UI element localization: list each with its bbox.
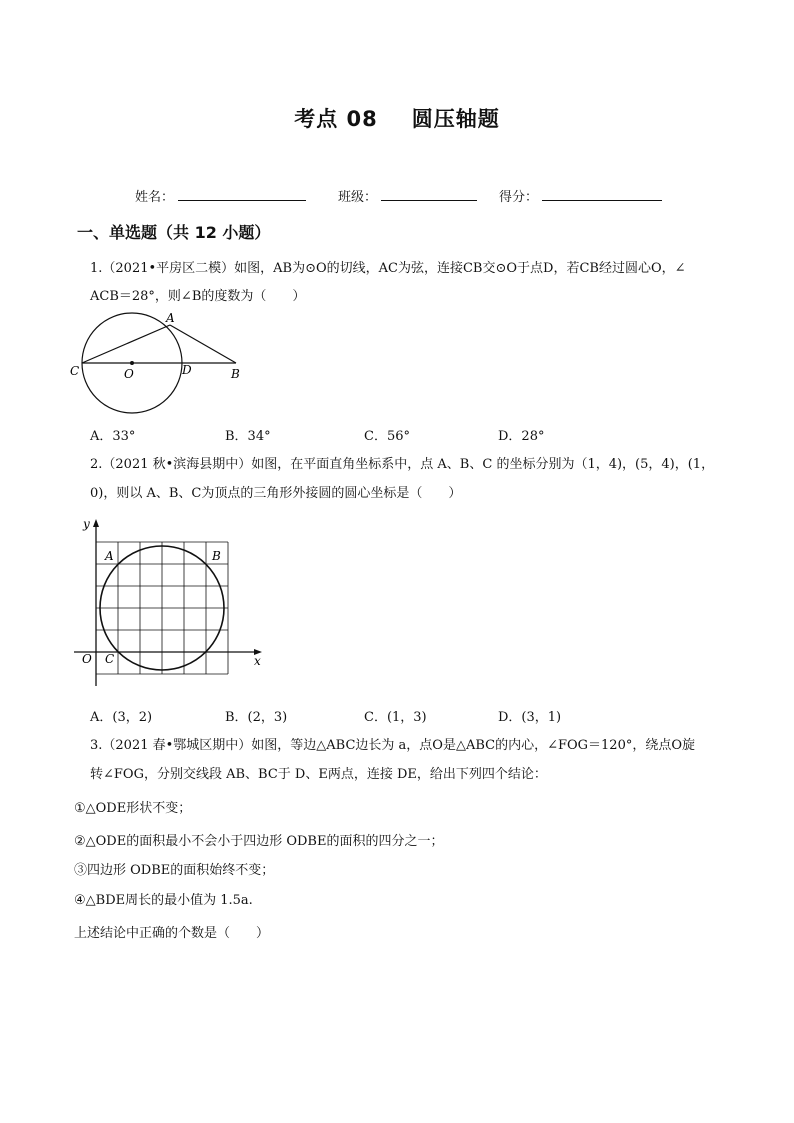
q2-line1: 2.（2021 秋•滨海县期中）如图，在平面直角坐标系中，点 A、B、C 的坐标分别为（1，4)，(5，4)，(1，: [90, 457, 715, 472]
q2-y-arrow: [93, 519, 99, 527]
title-name: 圆压轴题: [411, 107, 500, 131]
q3-conclusion-1: ①△ODE形状不变；: [74, 801, 192, 816]
class-blank[interactable]: [381, 188, 477, 201]
q1-label-b: B: [231, 367, 240, 381]
q3-conclusion-2: ②△ODE的面积最小不会小于四边形 ODBE的面积的四分之一；: [74, 834, 444, 849]
class-label: 班级：: [338, 190, 378, 205]
name-field[interactable]: [135, 186, 306, 205]
q2-figure: [74, 510, 270, 690]
q1-option-b[interactable]: B．34°: [225, 429, 271, 444]
q1-option-a[interactable]: A．33°: [90, 429, 136, 444]
score-label: 得分：: [499, 190, 539, 205]
q2-label-a: A: [105, 549, 114, 563]
q1-line-ca: [82, 325, 170, 363]
q2-line2: 0)，则以 A、B、C为顶点的三角形外接圆的圆心坐标是（ ）: [90, 486, 462, 501]
q2-option-d[interactable]: D．(3，1): [498, 710, 562, 725]
page-title: [0, 103, 794, 133]
q3-conclusion-3: ③四边形 ODBE的面积始终不变；: [74, 863, 275, 878]
q2-label-c: C: [105, 652, 115, 666]
q1-label-d: D: [182, 363, 192, 377]
q3-conclusion-4: ④△BDE周长的最小值为 1.5a.: [74, 893, 253, 908]
q3-question: 上述结论中正确的个数是（ ）: [74, 926, 270, 941]
score-field[interactable]: [499, 186, 662, 205]
q3-line1: 3.（2021 春•鄂城区期中）如图，等边△ABC边长为 a，点O是△ABC的内心，∠FOG＝120°，绕点O旋: [90, 738, 696, 753]
q1-label-c: C: [70, 364, 80, 378]
title-code: 考点 08: [294, 107, 378, 131]
score-blank[interactable]: [542, 188, 662, 201]
q2-grid: [96, 542, 228, 674]
q1-option-c[interactable]: C．56°: [364, 429, 410, 444]
q1-label-a: A: [166, 311, 175, 325]
q1-center-dot: [130, 361, 134, 365]
q1-line2: ACB＝28°，则∠B的度数为（ ）: [90, 289, 306, 304]
q1-line-ab: [170, 325, 236, 363]
q2-option-b[interactable]: B．(2，3): [225, 710, 288, 725]
q2-option-c[interactable]: C．(1，3): [364, 710, 427, 725]
q2-label-o: O: [82, 652, 92, 666]
q2-label-x: x: [254, 654, 261, 668]
q1-figure: [66, 308, 256, 420]
name-label: 姓名：: [135, 190, 175, 205]
q2-option-a[interactable]: A．(3，2): [90, 710, 153, 725]
q3-line2: 转∠FOG，分别交线段 AB、BC于 D、E两点，连接 DE，给出下列四个结论：: [90, 767, 547, 782]
name-blank[interactable]: [178, 188, 306, 201]
q1-line1: 1.（2021•平房区二模）如图，AB为⊙O的切线，AC为弦，连接CB交⊙O于点D，若CB经过圆心O，∠: [90, 261, 686, 276]
class-field[interactable]: [338, 186, 477, 205]
section-heading: 一、单选题（共 12 小题）: [77, 223, 271, 242]
q2-label-b: B: [212, 549, 221, 563]
q1-label-o: O: [124, 367, 134, 381]
q1-option-d[interactable]: D．28°: [498, 429, 545, 444]
q2-label-y: y: [83, 517, 90, 531]
